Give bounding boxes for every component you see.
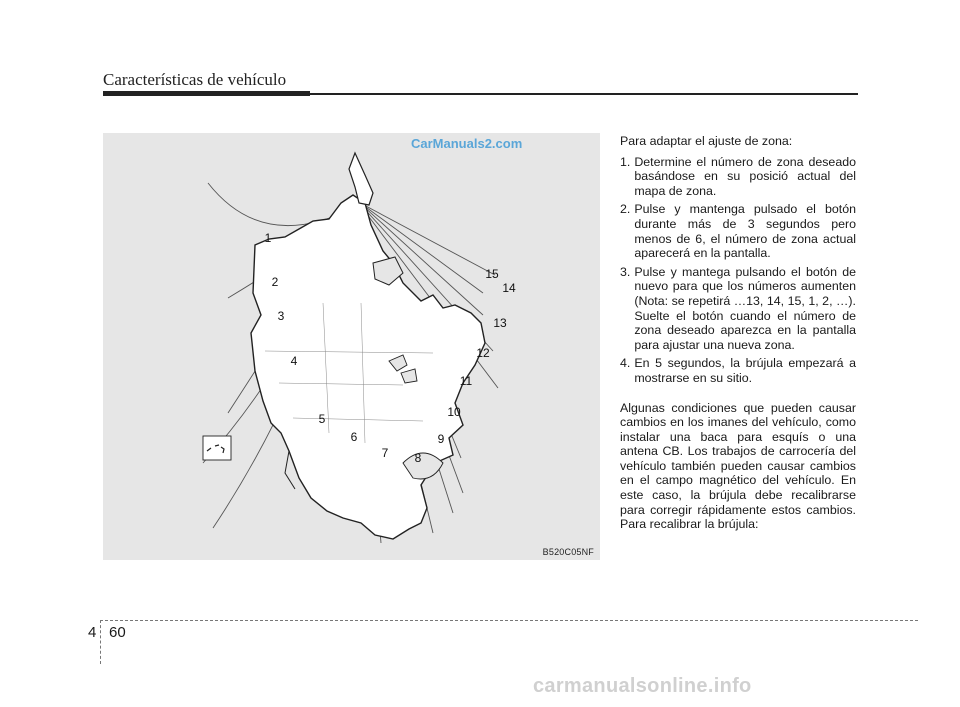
footer-divider (100, 620, 101, 664)
header-rule-thin (310, 93, 858, 95)
chapter-number: 4 (88, 624, 97, 641)
north-america-zone-map (103, 133, 600, 560)
zone-label: 15 (485, 267, 499, 281)
recalibration-paragraph: Algunas condiciones que pueden causar cambios en los imanes del vehículo, como instalar una baca para esquís o una antena CB. Los trabajos de carrocería del vehículo también pueden causar cambios en el campo magnético del vehículo. En este caso, la brújula debe recalibrarse para corregir rápidamente estos cambios. Para recalibrar la brújula: (620, 400, 856, 532)
zone-label: 14 (502, 281, 516, 295)
site-watermark: carmanualsonline.info (533, 675, 752, 697)
figure-code: B520C05NF (542, 547, 594, 557)
zone-label: 1 (264, 231, 272, 245)
zone-label: 12 (476, 346, 490, 360)
step-item (620, 356, 856, 385)
instructions-column (620, 134, 856, 532)
instructions-intro: Para adaptar el ajuste de zona: (620, 134, 793, 148)
step-item (620, 202, 856, 260)
step-item (620, 265, 856, 353)
page-number: 60 (109, 624, 126, 641)
step-item (620, 155, 856, 199)
step-text: Pulse y mantega pulsando el botón de nuevo para que los números aumenten (Nota: se repetirá …13, 14, 15, 1, 2, …). Suelte el botón cuando el número de zona deseado aparezca en la pantalla para ajustar una nueva zona. (634, 264, 856, 352)
zone-label: 4 (290, 354, 298, 368)
header-rule-thick (103, 91, 310, 96)
zone-label: 3 (277, 309, 285, 323)
instruction-steps (620, 155, 856, 386)
step-text: Determine el número de zona deseado basándose en su posició actual del mapa de zona. (634, 154, 856, 198)
zone-label: 11 (459, 374, 473, 388)
zone-label: 2 (271, 275, 279, 289)
step-text: Pulse y mantenga pulsado el botón durante más de 3 segundos pero menos de 6, el número de zona actual aparecerá en la pantalla. (634, 202, 856, 261)
zone-label: 9 (437, 432, 445, 446)
section-title: Características de vehículo (103, 70, 287, 89)
continent-outline (251, 195, 485, 539)
zone-label: 13 (493, 316, 507, 330)
zone-map-figure (103, 133, 600, 560)
zone-label: 5 (318, 412, 326, 426)
zone-label: 6 (350, 430, 358, 444)
zone-label: 10 (447, 405, 461, 419)
step-number: 3. (620, 264, 631, 279)
hawaii-inset-box (203, 436, 231, 460)
zone-label: 8 (414, 451, 422, 465)
figure-watermark: CarManuals2.com (411, 136, 523, 151)
step-number: 2. (620, 202, 631, 217)
zone-label: 7 (381, 446, 389, 460)
step-number: 4. (620, 356, 631, 371)
step-number: 1. (620, 154, 631, 169)
footer-rule (100, 620, 918, 621)
step-text: En 5 segundos, la brújula empezará a mostrarse en su sitio. (634, 356, 856, 385)
